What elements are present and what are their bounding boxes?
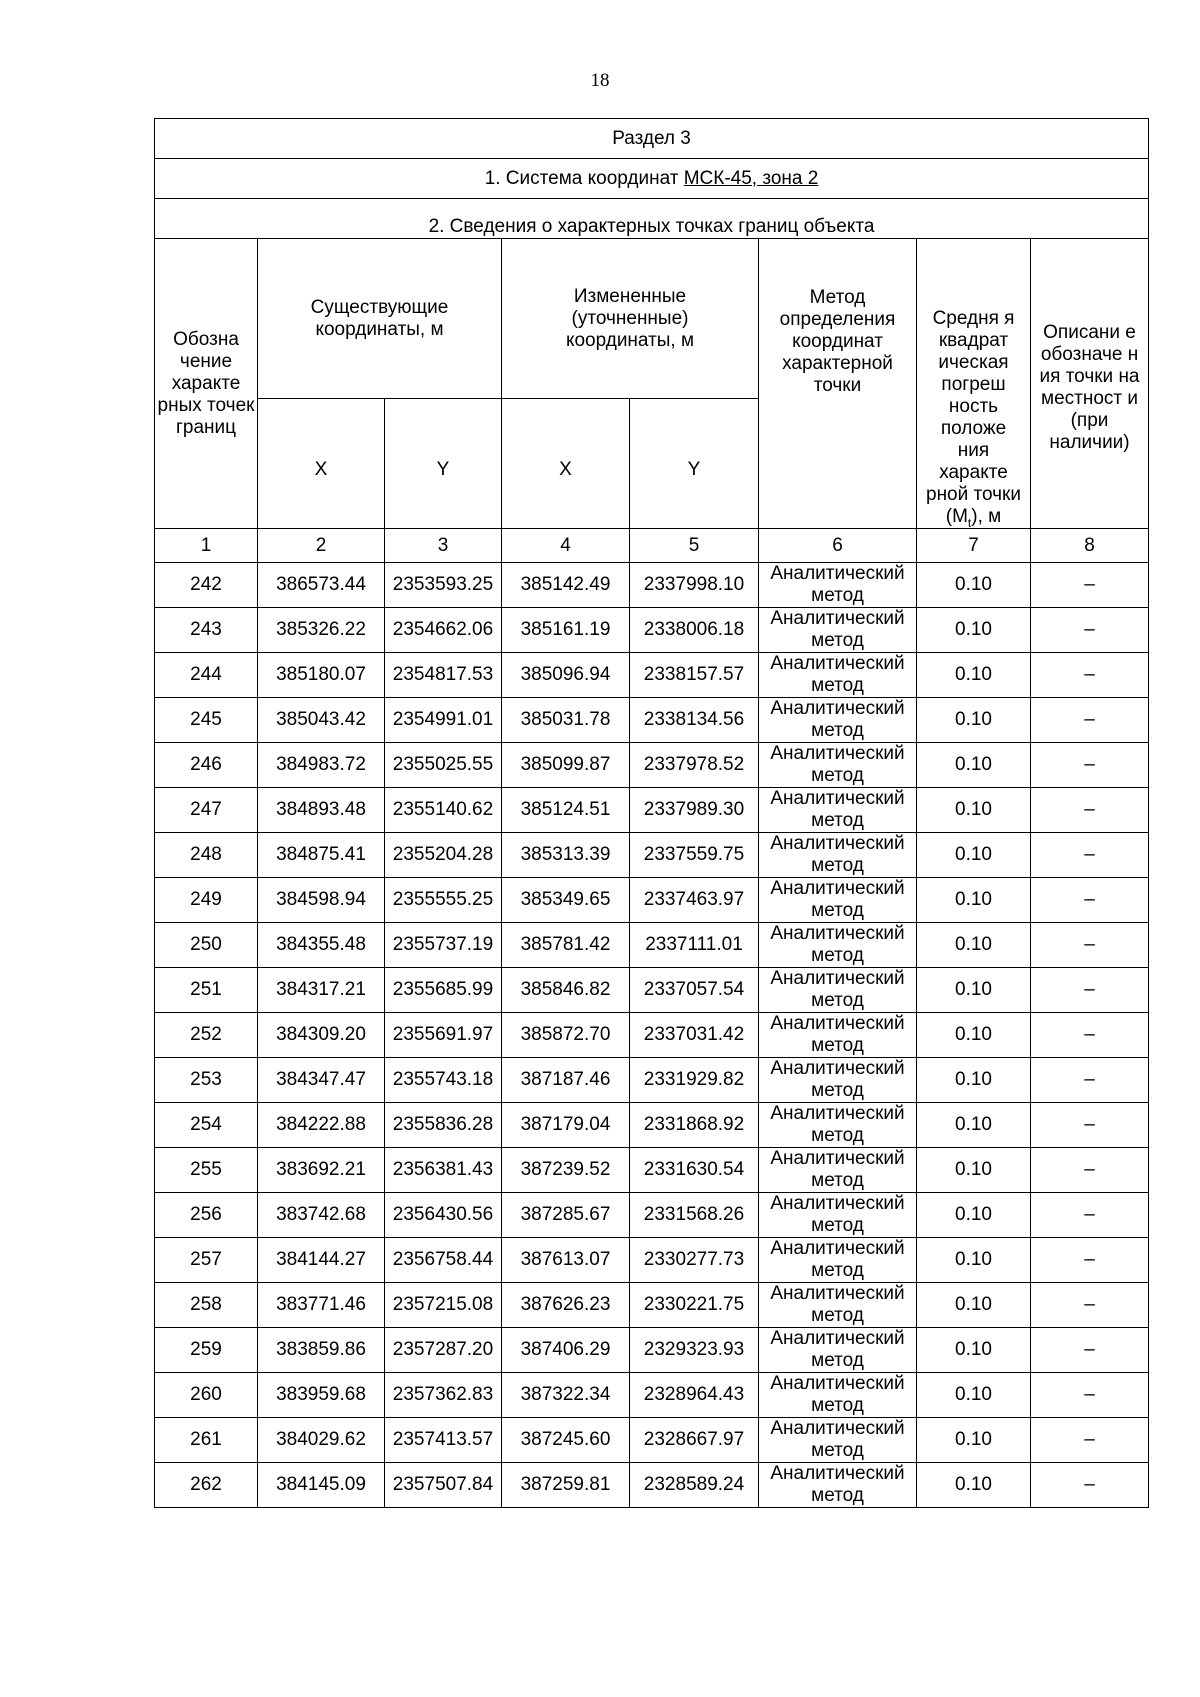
cell-point-id: 248: [155, 833, 258, 878]
header-error: [917, 239, 1031, 529]
cell-y-changed: 2338006.18: [630, 608, 759, 653]
header-designation: Обозна чение характе рных точек границ: [155, 239, 258, 529]
cell-y-changed: 2337998.10: [630, 563, 759, 608]
cell-point-id: 251: [155, 968, 258, 1013]
cell-x-existing: 384893.48: [258, 788, 385, 833]
cell-x-existing: 383742.68: [258, 1193, 385, 1238]
cell-description: –: [1031, 878, 1149, 923]
cell-y-existing: 2355140.62: [385, 788, 502, 833]
cell-y-changed: 2330221.75: [630, 1283, 759, 1328]
cell-description: –: [1031, 698, 1149, 743]
column-number: 3: [385, 529, 502, 563]
cell-error: 0.10: [917, 1058, 1031, 1103]
cell-x-existing: 385326.22: [258, 608, 385, 653]
cell-x-changed: 387626.23: [502, 1283, 630, 1328]
section-title: Раздел 3: [155, 119, 1149, 159]
cell-description: –: [1031, 968, 1149, 1013]
cell-error: 0.10: [917, 563, 1031, 608]
cell-point-id: 260: [155, 1373, 258, 1418]
column-number: 5: [630, 529, 759, 563]
cell-description: –: [1031, 563, 1149, 608]
cell-error: 0.10: [917, 653, 1031, 698]
column-number: 4: [502, 529, 630, 563]
cell-y-changed: 2328589.24: [630, 1463, 759, 1508]
cell-x-existing: 384145.09: [258, 1463, 385, 1508]
cell-y-existing: 2355555.25: [385, 878, 502, 923]
cell-y-existing: 2355737.19: [385, 923, 502, 968]
cell-y-changed: 2337989.30: [630, 788, 759, 833]
column-numbers-row: [155, 529, 1149, 563]
cell-error: 0.10: [917, 698, 1031, 743]
column-number: 8: [1031, 529, 1149, 563]
cell-description: –: [1031, 1148, 1149, 1193]
cell-method: Аналитический метод: [759, 878, 917, 923]
coord-system-value: МСК-45, зона 2: [683, 167, 819, 189]
cell-y-existing: 2356430.56: [385, 1193, 502, 1238]
cell-x-existing: 383959.68: [258, 1373, 385, 1418]
cell-y-changed: 2338157.57: [630, 653, 759, 698]
cell-y-existing: 2354662.06: [385, 608, 502, 653]
cell-x-changed: 385031.78: [502, 698, 630, 743]
table-row: [155, 1238, 1149, 1283]
table-row: [155, 563, 1149, 608]
page-number: 18: [590, 70, 610, 91]
cell-method: Аналитический метод: [759, 1103, 917, 1148]
cell-y-changed: 2337463.97: [630, 878, 759, 923]
cell-method: Аналитический метод: [759, 923, 917, 968]
cell-y-existing: 2355204.28: [385, 833, 502, 878]
cell-x-existing: 383859.86: [258, 1328, 385, 1373]
cell-y-changed: 2337978.52: [630, 743, 759, 788]
cell-error: 0.10: [917, 1463, 1031, 1508]
cell-point-id: 255: [155, 1148, 258, 1193]
cell-x-existing: 385043.42: [258, 698, 385, 743]
cell-description: –: [1031, 743, 1149, 788]
cell-method: Аналитический метод: [759, 1373, 917, 1418]
cell-y-changed: 2328964.43: [630, 1373, 759, 1418]
cell-description: –: [1031, 608, 1149, 653]
cell-point-id: 243: [155, 608, 258, 653]
header-y-existing: Y: [385, 399, 502, 529]
cell-y-changed: 2331630.54: [630, 1148, 759, 1193]
cell-point-id: 257: [155, 1238, 258, 1283]
cell-description: –: [1031, 1283, 1149, 1328]
cell-point-id: 250: [155, 923, 258, 968]
cell-method: Аналитический метод: [759, 1283, 917, 1328]
cell-x-existing: 383692.21: [258, 1148, 385, 1193]
column-number: 6: [759, 529, 917, 563]
cell-x-changed: 385872.70: [502, 1013, 630, 1058]
cell-method: Аналитический метод: [759, 1193, 917, 1238]
cell-description: –: [1031, 1463, 1149, 1508]
cell-x-changed: 387187.46: [502, 1058, 630, 1103]
cell-point-id: 261: [155, 1418, 258, 1463]
cell-x-changed: 385096.94: [502, 653, 630, 698]
cell-y-changed: 2330277.73: [630, 1238, 759, 1283]
cell-point-id: 245: [155, 698, 258, 743]
cell-method: Аналитический метод: [759, 968, 917, 1013]
cell-description: –: [1031, 1418, 1149, 1463]
cell-y-changed: 2337031.42: [630, 1013, 759, 1058]
cell-y-changed: 2338134.56: [630, 698, 759, 743]
cell-description: –: [1031, 1373, 1149, 1418]
cell-x-existing: 384317.21: [258, 968, 385, 1013]
cell-error: 0.10: [917, 608, 1031, 653]
cell-x-changed: 385142.49: [502, 563, 630, 608]
cell-y-existing: 2356381.43: [385, 1148, 502, 1193]
cell-x-existing: 384309.20: [258, 1013, 385, 1058]
cell-method: Аналитический метод: [759, 1418, 917, 1463]
table-row: [155, 1328, 1149, 1373]
cell-method: Аналитический метод: [759, 833, 917, 878]
cell-x-existing: 384347.47: [258, 1058, 385, 1103]
table-row: [155, 608, 1149, 653]
cell-x-changed: 385349.65: [502, 878, 630, 923]
cell-method: Аналитический метод: [759, 1238, 917, 1283]
cell-error: 0.10: [917, 1193, 1031, 1238]
table-row: [155, 1283, 1149, 1328]
header-changed-coords: Измененные (уточненные) координаты, м: [502, 239, 759, 399]
cell-description: –: [1031, 788, 1149, 833]
table-row: [155, 788, 1149, 833]
cell-x-changed: 387406.29: [502, 1328, 630, 1373]
cell-error: 0.10: [917, 1418, 1031, 1463]
cell-y-changed: 2331868.92: [630, 1103, 759, 1148]
cell-error: 0.10: [917, 878, 1031, 923]
table-row: [155, 1148, 1149, 1193]
cell-error: 0.10: [917, 1283, 1031, 1328]
table-row: [155, 1193, 1149, 1238]
cell-x-existing: 384222.88: [258, 1103, 385, 1148]
cell-point-id: 258: [155, 1283, 258, 1328]
cell-y-changed: 2331568.26: [630, 1193, 759, 1238]
cell-point-id: 259: [155, 1328, 258, 1373]
cell-x-changed: 387285.67: [502, 1193, 630, 1238]
cell-y-existing: 2353593.25: [385, 563, 502, 608]
cell-x-changed: 385161.19: [502, 608, 630, 653]
header-error-tail: ), м: [971, 506, 1002, 527]
cell-error: 0.10: [917, 1148, 1031, 1193]
cell-point-id: 253: [155, 1058, 258, 1103]
cell-y-existing: 2357215.08: [385, 1283, 502, 1328]
points-title: 2. Сведения о характерных точках границ объекта: [155, 199, 1149, 239]
cell-x-existing: 384144.27: [258, 1238, 385, 1283]
cell-y-existing: 2357287.20: [385, 1328, 502, 1373]
cell-y-existing: 2355743.18: [385, 1058, 502, 1103]
cell-description: –: [1031, 653, 1149, 698]
cell-error: 0.10: [917, 1328, 1031, 1373]
cell-point-id: 254: [155, 1103, 258, 1148]
header-error-text: Средня я квадрат ическая погреш ность положе ния характе рной точки (M: [926, 308, 1021, 527]
header-x-existing: X: [258, 399, 385, 529]
cell-method: Аналитический метод: [759, 698, 917, 743]
cell-method: Аналитический метод: [759, 788, 917, 833]
cell-y-changed: 2329323.93: [630, 1328, 759, 1373]
cell-y-changed: 2337559.75: [630, 833, 759, 878]
cell-x-changed: 387259.81: [502, 1463, 630, 1508]
cell-point-id: 244: [155, 653, 258, 698]
table-row: [155, 653, 1149, 698]
cell-description: –: [1031, 1328, 1149, 1373]
cell-x-changed: 385846.82: [502, 968, 630, 1013]
cell-method: Аналитический метод: [759, 653, 917, 698]
table-row: [155, 1058, 1149, 1103]
cell-x-changed: 387322.34: [502, 1373, 630, 1418]
cell-x-changed: 385124.51: [502, 788, 630, 833]
cell-x-changed: 387239.52: [502, 1148, 630, 1193]
header-error-sub: t: [967, 515, 972, 529]
cell-point-id: 252: [155, 1013, 258, 1058]
cell-method: Аналитический метод: [759, 743, 917, 788]
cell-point-id: 262: [155, 1463, 258, 1508]
header-method: [759, 239, 917, 529]
cell-description: –: [1031, 1238, 1149, 1283]
cell-x-existing: 384875.41: [258, 833, 385, 878]
cell-method: Аналитический метод: [759, 1013, 917, 1058]
header-method-text: Метод определения координат характерной точки: [779, 287, 896, 396]
table-row: [155, 923, 1149, 968]
coord-system-row: [155, 159, 1149, 199]
cell-x-existing: 383771.46: [258, 1283, 385, 1328]
cell-point-id: 249: [155, 878, 258, 923]
table-row: [155, 698, 1149, 743]
cell-point-id: 242: [155, 563, 258, 608]
header-existing-coords: Существующие координаты, м: [258, 239, 502, 399]
table-row: [155, 1373, 1149, 1418]
table-row: [155, 743, 1149, 788]
table-row: [155, 1463, 1149, 1508]
cell-point-id: 247: [155, 788, 258, 833]
column-number: 2: [258, 529, 385, 563]
cell-point-id: 246: [155, 743, 258, 788]
column-number: 1: [155, 529, 258, 563]
cell-x-changed: 385781.42: [502, 923, 630, 968]
cell-y-changed: 2337111.01: [630, 923, 759, 968]
coord-system-label: 1. Система координат: [484, 167, 679, 189]
cell-x-existing: 384598.94: [258, 878, 385, 923]
cell-y-existing: 2356758.44: [385, 1238, 502, 1283]
cell-description: –: [1031, 1193, 1149, 1238]
cell-y-existing: 2357413.57: [385, 1418, 502, 1463]
cell-error: 0.10: [917, 788, 1031, 833]
cell-error: 0.10: [917, 833, 1031, 878]
cell-description: –: [1031, 833, 1149, 878]
cell-x-existing: 385180.07: [258, 653, 385, 698]
table-row: [155, 1013, 1149, 1058]
cell-description: –: [1031, 1058, 1149, 1103]
cell-x-existing: 386573.44: [258, 563, 385, 608]
cell-x-changed: 387245.60: [502, 1418, 630, 1463]
cell-y-existing: 2357507.84: [385, 1463, 502, 1508]
cell-description: –: [1031, 1013, 1149, 1058]
cell-y-existing: 2355836.28: [385, 1103, 502, 1148]
cell-y-existing: 2355685.99: [385, 968, 502, 1013]
cell-error: 0.10: [917, 923, 1031, 968]
cell-error: 0.10: [917, 743, 1031, 788]
cell-error: 0.10: [917, 968, 1031, 1013]
cell-x-existing: 384983.72: [258, 743, 385, 788]
cell-error: 0.10: [917, 1238, 1031, 1283]
cell-error: 0.10: [917, 1013, 1031, 1058]
table-row: [155, 1418, 1149, 1463]
column-number: 7: [917, 529, 1031, 563]
cell-x-changed: 387179.04: [502, 1103, 630, 1148]
cell-y-changed: 2331929.82: [630, 1058, 759, 1103]
cell-y-existing: 2357362.83: [385, 1373, 502, 1418]
cell-x-changed: 385313.39: [502, 833, 630, 878]
header-x-changed: X: [502, 399, 630, 529]
cell-method: Аналитический метод: [759, 563, 917, 608]
header-y-changed: Y: [630, 399, 759, 529]
cell-x-existing: 384029.62: [258, 1418, 385, 1463]
cell-x-changed: 387613.07: [502, 1238, 630, 1283]
boundary-points-table: [154, 118, 1149, 1508]
table-row: [155, 878, 1149, 923]
cell-description: –: [1031, 1103, 1149, 1148]
table-row: [155, 1103, 1149, 1148]
cell-error: 0.10: [917, 1103, 1031, 1148]
table-row: [155, 968, 1149, 1013]
cell-y-existing: 2354991.01: [385, 698, 502, 743]
cell-y-existing: 2354817.53: [385, 653, 502, 698]
header-description: Описани е обозначе н ия точки на местност и (при наличии): [1031, 239, 1149, 529]
cell-method: Аналитический метод: [759, 608, 917, 653]
cell-error: 0.10: [917, 1373, 1031, 1418]
table-row: [155, 833, 1149, 878]
cell-method: Аналитический метод: [759, 1463, 917, 1508]
cell-method: Аналитический метод: [759, 1058, 917, 1103]
cell-x-changed: 385099.87: [502, 743, 630, 788]
cell-method: Аналитический метод: [759, 1328, 917, 1373]
cell-description: –: [1031, 923, 1149, 968]
cell-y-changed: 2328667.97: [630, 1418, 759, 1463]
cell-y-changed: 2337057.54: [630, 968, 759, 1013]
cell-y-existing: 2355025.55: [385, 743, 502, 788]
cell-method: Аналитический метод: [759, 1148, 917, 1193]
cell-point-id: 256: [155, 1193, 258, 1238]
cell-x-existing: 384355.48: [258, 923, 385, 968]
cell-y-existing: 2355691.97: [385, 1013, 502, 1058]
